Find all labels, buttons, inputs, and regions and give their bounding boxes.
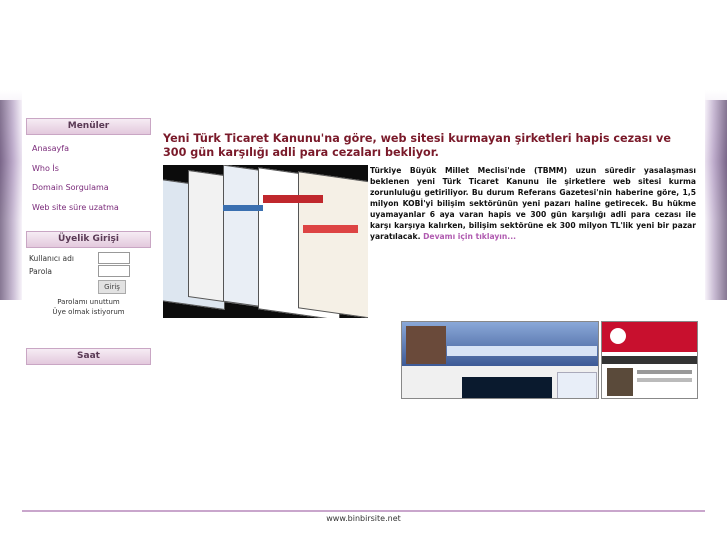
footer-divider (22, 510, 705, 512)
article-body (370, 165, 696, 242)
password-input[interactable] (98, 265, 130, 277)
username-label: Kullanıcı adı (29, 254, 74, 263)
template-thumbnail-2[interactable] (601, 321, 698, 399)
login-button[interactable]: Giriş (98, 280, 126, 294)
username-row (26, 252, 151, 265)
menu-item-whois[interactable]: Who İs (32, 163, 59, 173)
article-image (163, 165, 368, 318)
left-shadow (0, 100, 22, 300)
clock-box (26, 348, 151, 365)
main-content (163, 132, 696, 241)
login-box (26, 231, 151, 317)
right-shadow (705, 100, 727, 300)
menu-item-domain-sorgulama[interactable]: Domain Sorgulama (32, 183, 109, 192)
page-container (22, 0, 705, 545)
menu-item-anasayfa[interactable]: Anasayfa (32, 144, 69, 153)
read-more-link[interactable]: Devamı için tıklayın... (423, 232, 516, 241)
template-thumbnail-1[interactable] (401, 321, 599, 399)
password-row (26, 265, 151, 278)
menu-box-title: Menüler (26, 118, 151, 135)
sidebar (26, 118, 151, 365)
article-body-text: Türkiye Büyük Millet Meclisi'nde (TBMM) uzun süredir yasalaşması beklenen yeni Türk Ticaret Kanunu ile şirketlere web sitesi kurma zorunluluğu getiriliyor. Bu durum Referans Gazetesi'nin haberine göre, 1,5 milyon KOBİ'yi bilişim sektörünün yeni pazarı haline getirecek. Bu hükme uyamayanlar 6 aya varan hapis ve 300 gün karşılığı adli para cezası ile karşı karşıya kalırken, bilişim sektörüne ek 300 milyon TL'lik yeni bir pazar yaratılacak. (370, 166, 696, 241)
login-links (26, 297, 151, 317)
login-box-title: Üyelik Girişi (26, 231, 151, 248)
clock-box-title: Saat (26, 348, 151, 365)
register-link[interactable]: Üye olmak istiyorum (52, 308, 125, 316)
forgot-password-link[interactable]: Parolamı unuttum (57, 298, 120, 306)
menu-list (26, 139, 151, 217)
password-label: Parola (29, 267, 52, 276)
menu-item-sure-uzatma[interactable]: Web site süre uzatma (32, 202, 119, 212)
username-input[interactable] (98, 252, 130, 264)
article-headline: Yeni Türk Ticaret Kanunu'na göre, web sitesi kurmayan şirketleri hapis cezası ve 300 gün karşılığı adli para cezaları bekliyor. (163, 132, 671, 159)
footer-site-url[interactable]: www.binbirsite.net (326, 514, 401, 523)
thumbnail-strip (401, 321, 696, 397)
